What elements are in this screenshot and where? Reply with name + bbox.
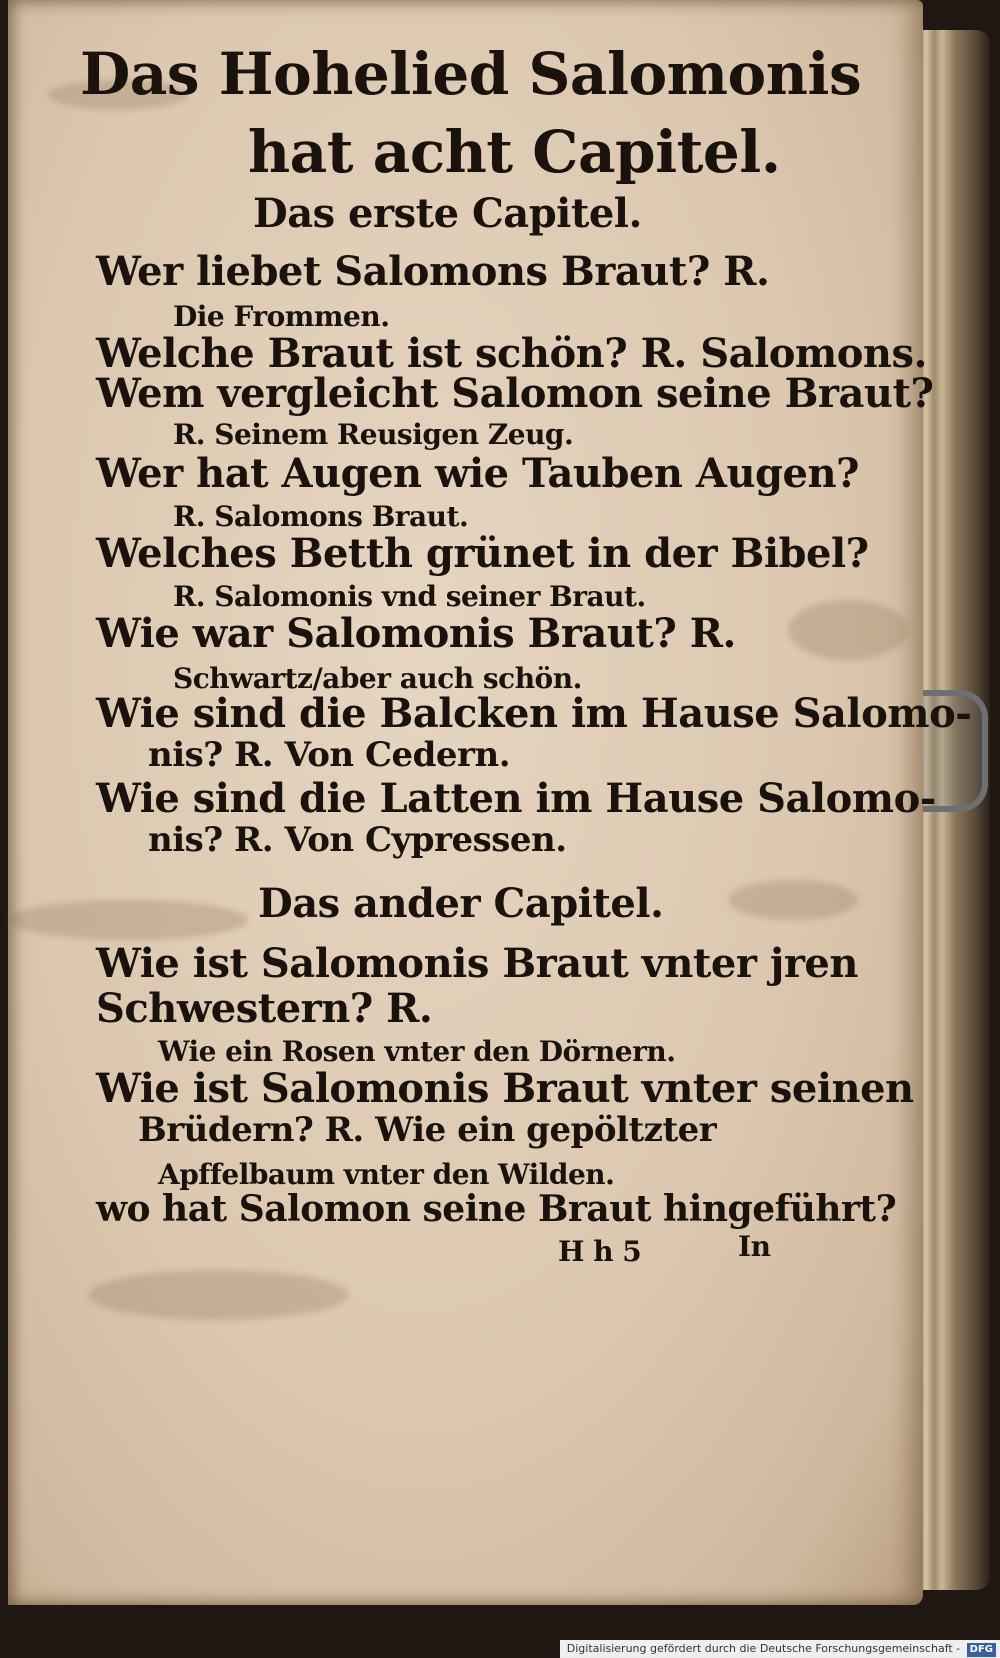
- chapter-2-line: Apffelbaum vnter den Wilden.: [158, 1158, 615, 1191]
- stain: [88, 1270, 348, 1320]
- chapter-1-line: Welches Betth grünet in der Bibel?: [96, 530, 869, 577]
- chapter-1-line: nis? R. Von Cypressen.: [148, 820, 567, 860]
- stain: [788, 600, 908, 660]
- chapter-1-line: Wie war Salomonis Braut? R.: [96, 610, 736, 657]
- chapter-1-line: R. Salomonis vnd seiner Braut.: [173, 580, 646, 613]
- chapter-1-line: Wie sind die Latten im Hause Salomo-: [96, 775, 936, 822]
- chapter-1-line: Welche Braut ist schön? R. Salomons.: [96, 330, 927, 377]
- chapter-2-line: Schwestern? R.: [96, 985, 433, 1032]
- chapter-1-line: Wie sind die Balcken im Hause Salomo-: [96, 690, 972, 737]
- chapter-1-heading: Das erste Capitel.: [253, 190, 642, 237]
- title-line-2: hat acht Capitel.: [248, 118, 781, 186]
- chapter-2-line: Wie ist Salomonis Braut vnter jren: [96, 940, 858, 987]
- catchword: In: [738, 1230, 771, 1263]
- chapter-2-line: Brüdern? R. Wie ein gepöltzter: [138, 1110, 717, 1150]
- chapter-2-heading: Das ander Capitel.: [258, 880, 664, 927]
- signature-mark: H h 5: [558, 1235, 642, 1268]
- chapter-1-line: nis? R. Von Cedern.: [148, 735, 511, 775]
- title-line-1: Das Hohelied Salomonis: [80, 40, 862, 108]
- book-page: [8, 0, 972, 1605]
- stain: [728, 880, 858, 920]
- chapter-1-line: R. Salomons Braut.: [173, 500, 469, 533]
- chapter-1-line: Die Frommen.: [173, 300, 390, 333]
- dfg-logo: DFG: [967, 1643, 996, 1657]
- chapter-1-line: Wem vergleicht Salomon seine Braut?: [96, 370, 934, 417]
- chapter-2-line: wo hat Salomon seine Braut hingeführt?: [96, 1188, 897, 1230]
- chapter-1-line: R. Seinem Reusigen Zeug.: [173, 418, 574, 451]
- chapter-1-line: Wer liebet Salomons Braut? R.: [96, 248, 770, 295]
- chapter-1-line: Wer hat Augen wie Tauben Augen?: [96, 450, 859, 497]
- stain: [8, 900, 248, 940]
- credit-text: Digitalisierung gefördert durch die Deutsche Forschungsgemeinschaft -: [566, 1642, 961, 1655]
- digitization-credit: [560, 1640, 1000, 1658]
- chapter-2-line: Wie ist Salomonis Braut vnter seinen: [96, 1065, 914, 1112]
- chapter-1-line: Schwartz/aber auch schön.: [173, 662, 582, 695]
- chapter-2-line: Wie ein Rosen vnter den Dörnern.: [158, 1035, 676, 1068]
